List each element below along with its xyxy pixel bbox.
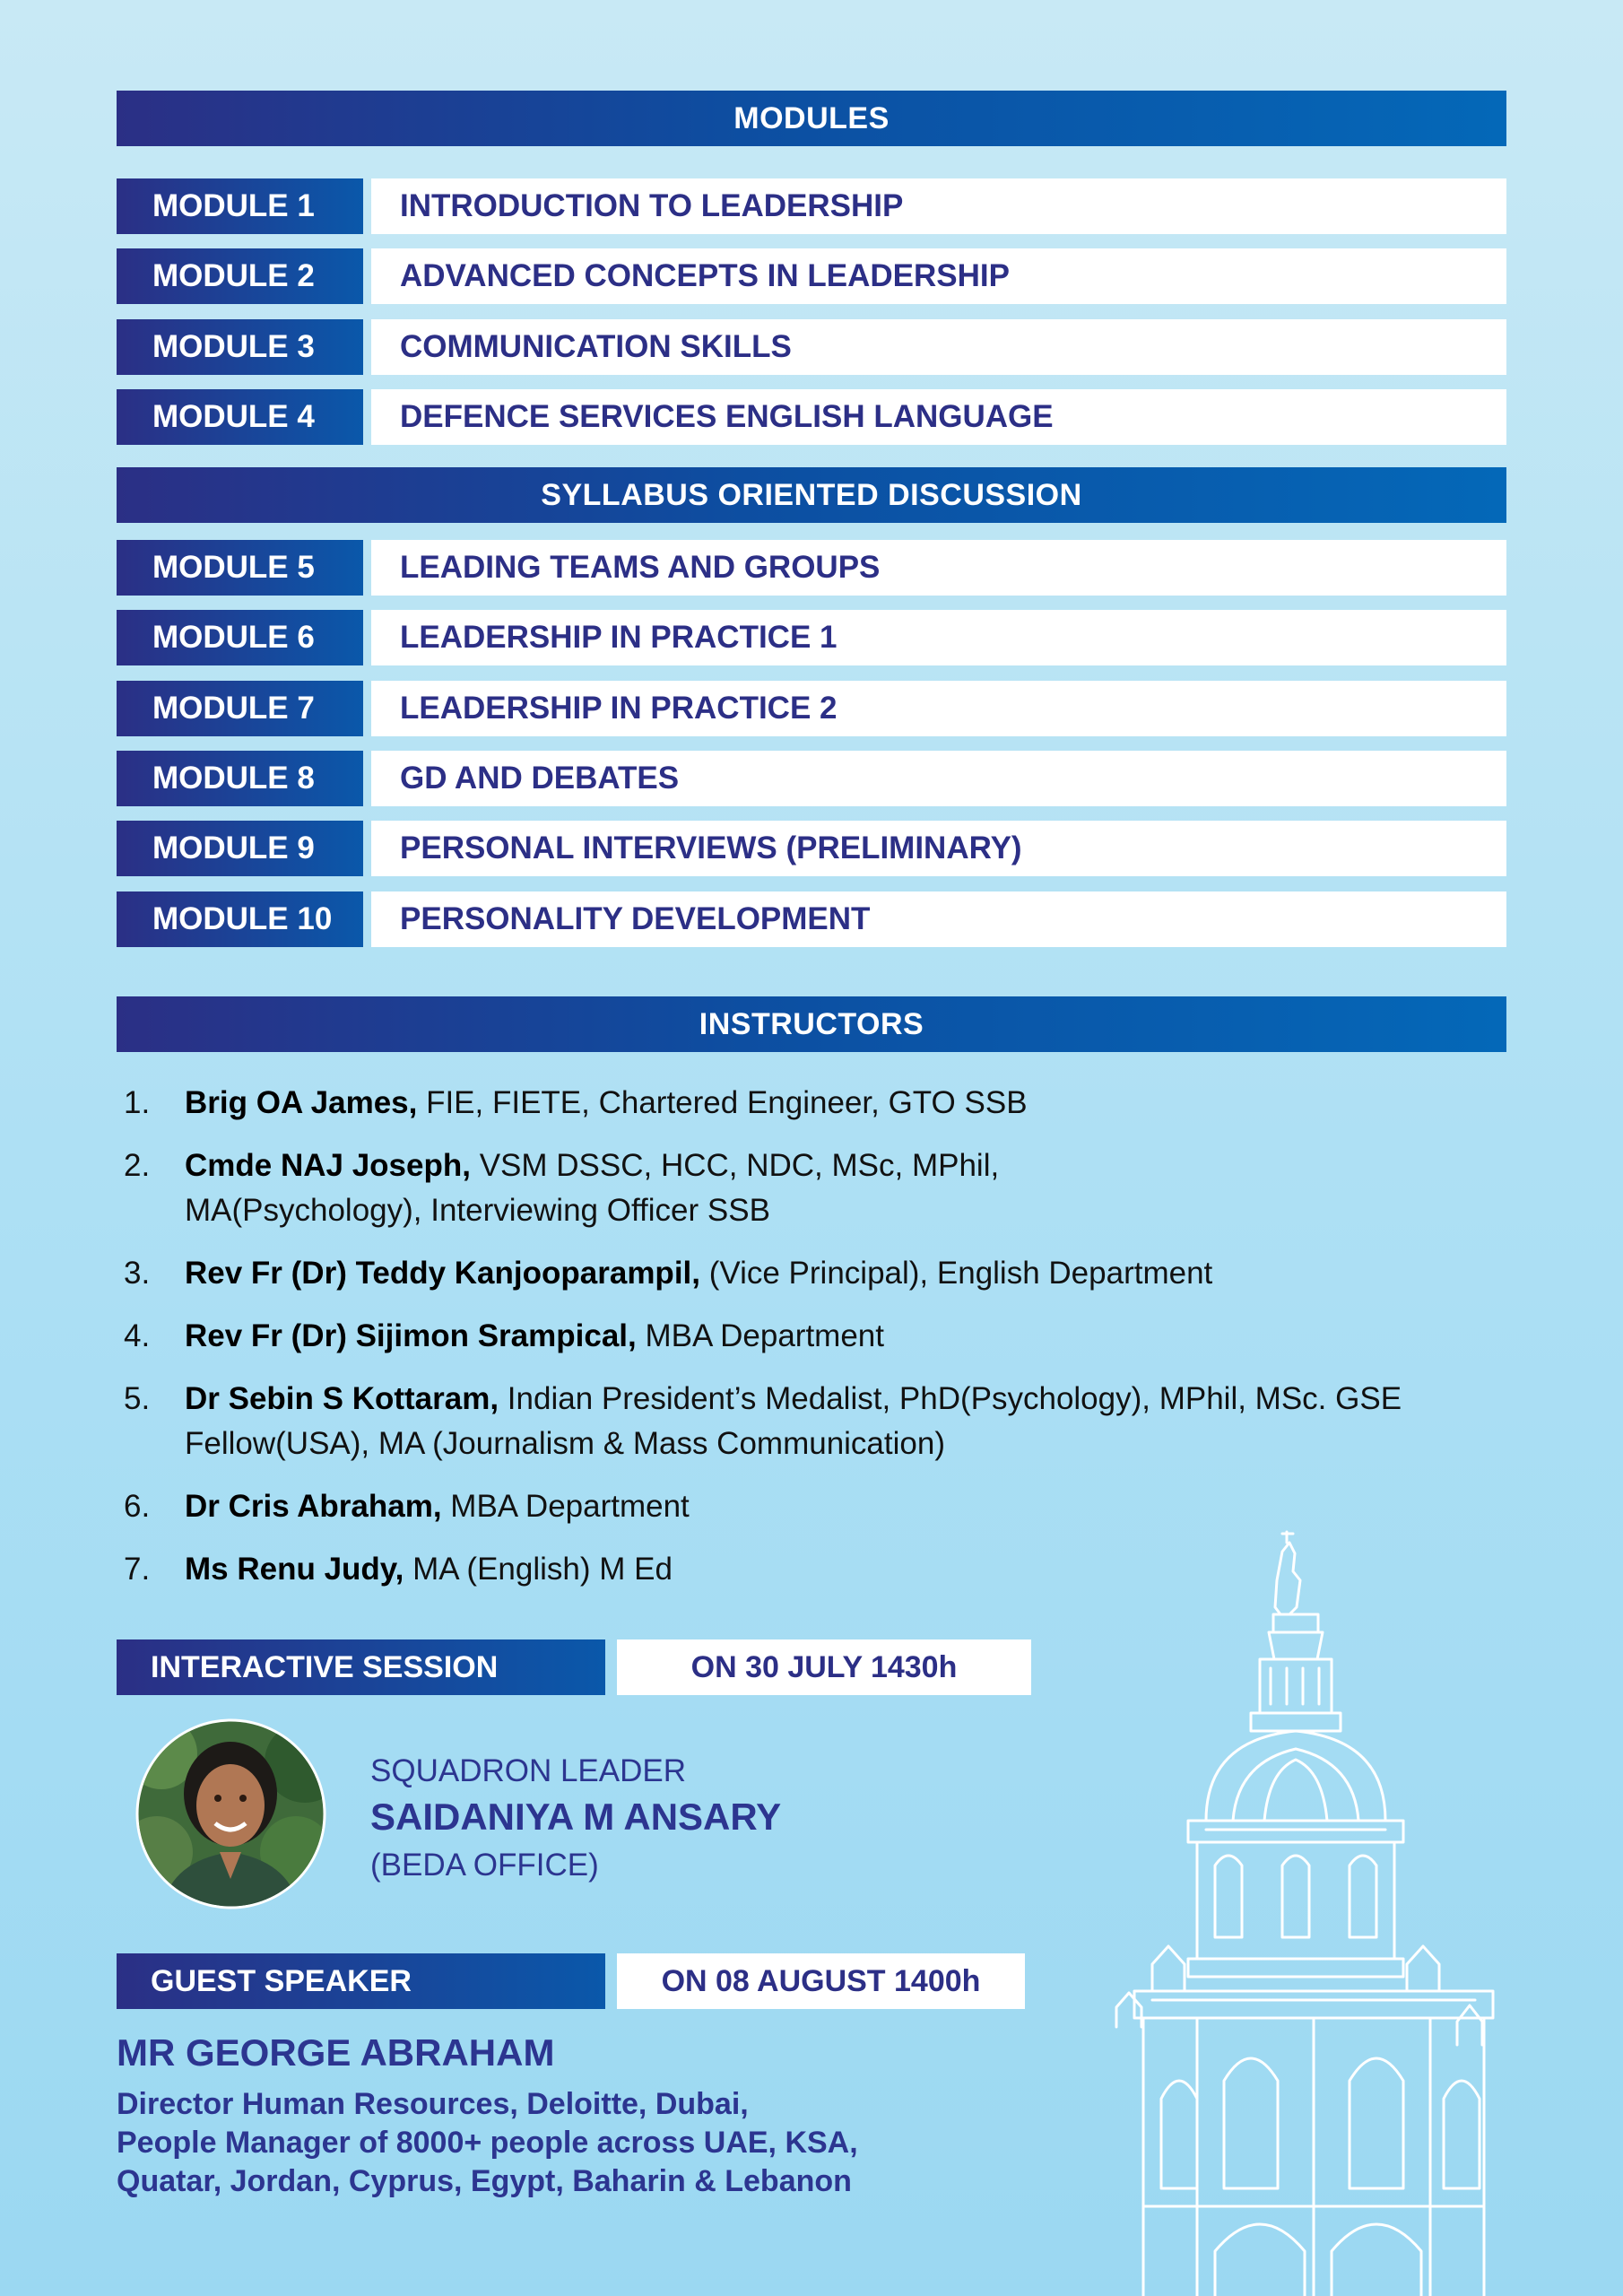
instructor-details: VSM DSSC, HCC, NDC, MSc, MPhil, MA(Psychology), Interviewing Officer SSB [185,1148,1000,1228]
guest-speaker-bio-line: People Manager of 8000+ people across UAE, KSA, [117,2126,858,2160]
instructor-item [117,1314,1506,1359]
instructor-name: Dr Sebin S Kottaram, [185,1381,499,1416]
module-label: MODULE 6 [117,610,363,665]
instructor-details: (Vice Principal), English Department [700,1256,1213,1291]
module-title: INTRODUCTION TO LEADERSHIP [371,178,1506,234]
module-row-5 [117,540,1506,596]
module-row-1 [117,178,1506,234]
module-title: DEFENCE SERVICES ENGLISH LANGUAGE [371,389,1506,445]
module-label: MODULE 9 [117,821,363,876]
guest-speaker-bio-line: Director Human Resources, Deloitte, Dubai, [117,2087,749,2121]
instructor-name: Rev Fr (Dr) Teddy Kanjooparampil, [185,1256,700,1291]
module-title: LEADERSHIP IN PRACTICE 2 [371,681,1506,736]
session-speaker-rank: SQUADRON LEADER [370,1753,687,1788]
building-line-illustration [1098,1525,1529,2296]
instructor-name: Cmde NAJ Joseph, [185,1148,471,1183]
instructor-number: 4. [124,1318,151,1353]
instructor-details: MBA Department [441,1489,690,1524]
instructor-item [117,1484,1506,1529]
avatar-photo [135,1718,327,1910]
instructor-name: Ms Renu Judy, [185,1552,404,1587]
instructor-number: 7. [124,1552,151,1587]
module-title: PERSONAL INTERVIEWS (PRELIMINARY) [371,821,1506,876]
instructor-number: 3. [124,1256,151,1291]
module-row-3 [117,319,1506,375]
module-row-7 [117,681,1506,736]
instructor-details: MA (English) M Ed [404,1552,673,1587]
session-speaker-office: (BEDA OFFICE) [370,1848,599,1883]
instructor-number: 6. [124,1489,151,1524]
instructor-name: Brig OA James, [185,1085,418,1120]
instructor-item [117,1377,1453,1466]
session-speaker-name: SAIDANIYA M ANSARY [370,1796,782,1838]
module-title: PERSONALITY DEVELOPMENT [371,891,1506,947]
modules-header-label: MODULES [733,100,890,135]
instructor-details: FIE, FIETE, Chartered Engineer, GTO SSB [417,1085,1028,1120]
module-label: MODULE 10 [117,891,363,947]
instructors-header [117,996,1506,1052]
instructor-number: 2. [124,1148,151,1183]
syllabus-header [117,467,1506,523]
interactive-session-label: INTERACTIVE SESSION [151,1649,499,1684]
module-title: LEADERSHIP IN PRACTICE 1 [371,610,1506,665]
guest-speaker-date [617,1953,1025,2009]
interactive-session-date-text: ON 30 JULY 1430h [690,1649,958,1684]
module-title: LEADING TEAMS AND GROUPS [371,540,1506,596]
module-label: MODULE 7 [117,681,363,736]
interactive-session-tag [117,1639,605,1695]
module-label: MODULE 8 [117,751,363,806]
instructor-details: Indian President’s Medalist, PhD(Psychology), MPhil, MSc. GSE Fellow(USA), MA (Journalism & Mass Communication) [185,1381,1402,1461]
instructors-header-label: INSTRUCTORS [699,1006,924,1041]
module-row-9 [117,821,1506,876]
module-row-6 [117,610,1506,665]
module-row-8 [117,751,1506,806]
guest-speaker-bio-line: Quatar, Jordan, Cyprus, Egypt, Baharin & Lebanon [117,2164,852,2198]
instructor-number: 1. [124,1085,151,1120]
module-label: MODULE 2 [117,248,363,304]
module-label: MODULE 3 [117,319,363,375]
module-label: MODULE 1 [117,178,363,234]
instructor-item [117,1144,1139,1233]
instructor-name: Rev Fr (Dr) Sijimon Srampical, [185,1318,637,1353]
guest-speaker-label: GUEST SPEAKER [151,1963,412,1998]
module-label: MODULE 4 [117,389,363,445]
guest-speaker-date-text: ON 08 AUGUST 1400h [661,1963,981,1998]
syllabus-header-label: SYLLABUS ORIENTED DISCUSSION [541,477,1082,512]
module-title: ADVANCED CONCEPTS IN LEADERSHIP [371,248,1506,304]
module-row-2 [117,248,1506,304]
instructor-details: MBA Department [636,1318,884,1353]
guest-speaker-tag [117,1953,605,2009]
instructor-item [117,1081,1506,1126]
module-row-4 [117,389,1506,445]
module-title: COMMUNICATION SKILLS [371,319,1506,375]
instructor-item [117,1251,1506,1296]
modules-header [117,91,1506,146]
interactive-session-date [617,1639,1031,1695]
module-title: GD AND DEBATES [371,751,1506,806]
guest-speaker-name: MR GEORGE ABRAHAM [117,2031,555,2074]
guest-speaker-bio [117,2085,858,2201]
module-row-10 [117,891,1506,947]
instructor-number: 5. [124,1381,151,1416]
instructor-name: Dr Cris Abraham, [185,1489,442,1524]
module-label: MODULE 5 [117,540,363,596]
